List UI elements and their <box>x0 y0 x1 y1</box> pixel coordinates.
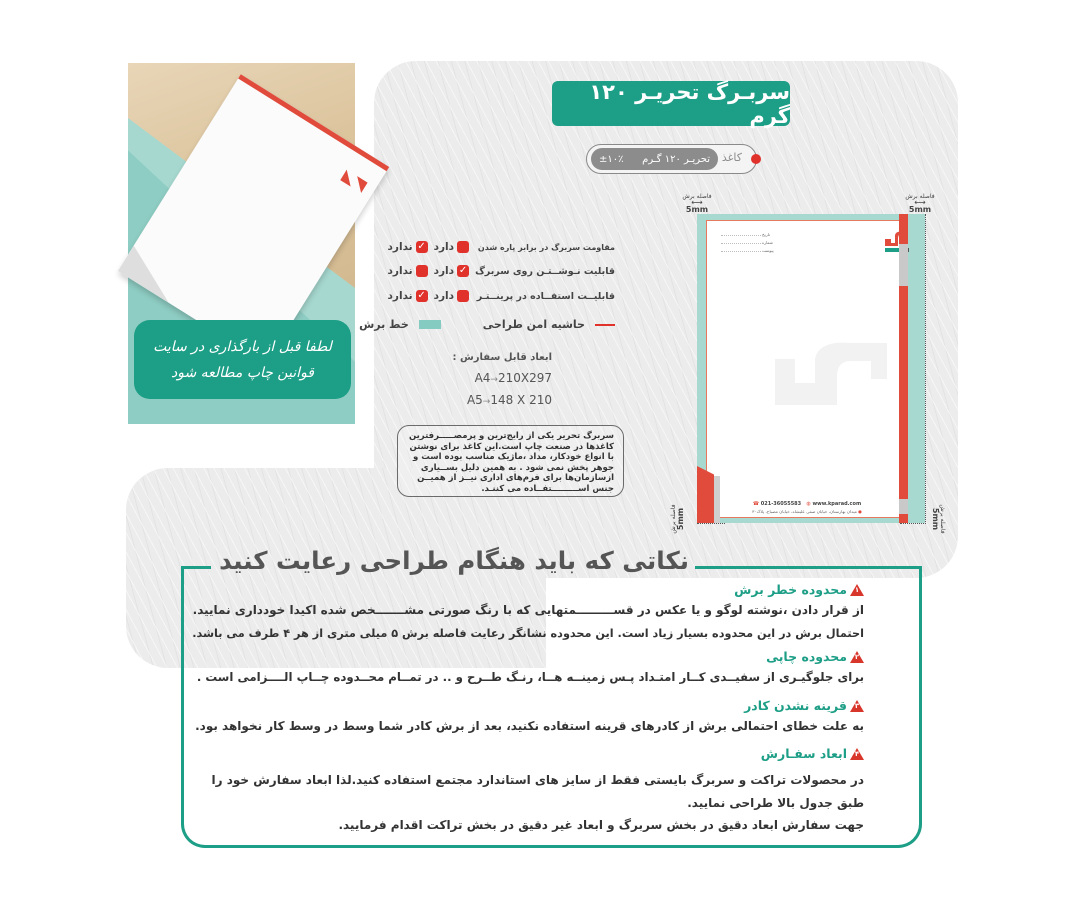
size-name: A5 <box>466 393 483 407</box>
cut-distance-label-bottom-right <box>932 494 946 544</box>
red-dot-icon <box>751 154 761 164</box>
dimension-row <box>440 371 552 385</box>
frame-top-right-segment <box>695 566 922 569</box>
paper-type-pill <box>586 144 757 174</box>
order-dimensions <box>440 352 552 415</box>
location-icon: ● <box>858 509 862 514</box>
safe-area <box>706 220 906 518</box>
cut-label-text: فاصله برش <box>670 504 677 534</box>
paper-label: کاغذ <box>721 151 742 164</box>
website: www.kparad.com <box>812 501 862 507</box>
warning-icon <box>850 700 864 712</box>
checkmark-icon: ✓ <box>417 290 426 301</box>
field-line <box>721 235 761 236</box>
warning-icon <box>850 651 864 663</box>
feature-row <box>388 288 615 304</box>
feature-row <box>388 263 615 279</box>
cut-distance-label-top-right <box>895 193 945 213</box>
tip-number: ۳ <box>854 701 860 710</box>
cut-guide <box>925 214 926 524</box>
description-box: سربرگ تحریر یکی از رایج‌ترین و پرمصـــــرفترین کاغذها در صنعت چاپ است.این کاغذ برای نوشتن با انواع خودکار، مداد ،ماژیک مناسب بوده است و جوهر پخش نمی شود . به همین دلیل بســیاری ازسازمان‌ها برای فرم‌های اداری نیــز از همیــن جنس اســـــــــتفــاده می کننـد. <box>397 425 624 497</box>
option-no <box>388 265 428 277</box>
field-number: شماره <box>762 240 773 245</box>
phone-icon: ☎ <box>752 501 760 507</box>
cut-value-text: 5mm <box>676 507 685 531</box>
cut-label-text: فاصله برش <box>939 504 946 534</box>
checkbox-icon <box>416 265 428 277</box>
product-title: سربـرگ تحریـر ۱۲۰ گرم <box>552 81 790 126</box>
option-no-label: ندارد <box>387 241 413 253</box>
option-no-label: ندارد <box>387 290 413 302</box>
tip-heading-text: محدوده چاپی <box>766 649 847 664</box>
tip-text: برای جلوگیـری از سفیــدی کــار امتـداد پـس زمینــه هــا، رنـگ طــرح و .. در تمــام محــدوده چــاپ الــــزامی است . <box>196 670 864 684</box>
size-value: 148 X 210 <box>490 393 552 407</box>
double-arrow-icon: ⟷ <box>691 198 703 207</box>
cut-label-text: فاصله برش <box>905 193 935 200</box>
brand-logo-icon: ◣◥ <box>339 165 371 195</box>
cut-line-swatch <box>419 320 441 329</box>
tip-text: احتمال برش در این محدوده بسیار زیاد است. این محدوده نشانگر رعایت فاصله برش ۵ میلی متری از هر ۴ طرف می باشد. <box>192 627 864 640</box>
tip-number: ۲ <box>854 652 860 661</box>
tip-heading-text: قرینه نشدن کادر <box>744 698 847 713</box>
arrow-icon: → <box>490 375 498 385</box>
cut-value-text: 5mm <box>931 507 940 531</box>
tip-number: ۱ <box>854 585 860 594</box>
feature-label: قابلیت نـوشــتـن روی سربرگ <box>475 265 615 277</box>
tip-heading <box>734 582 864 597</box>
feature-label: قابلیــت استفــاده در پرینــتـر <box>476 290 615 302</box>
dimensions-title: ابعاد قابل سفارش : <box>452 352 552 363</box>
size-value: 210X297 <box>497 371 552 385</box>
option-no <box>388 241 428 253</box>
cut-value-text: 5mm <box>685 205 709 214</box>
option-yes-label: دارد <box>433 241 454 253</box>
cut-value-text: 5mm <box>908 205 932 214</box>
tip-text: از قرار دادن ،نوشته لوگو و یا عکس در قســـــــــمتهایی که با رنگ صورتی مشـــــــخص شده اکیدا خودداری نمایید. <box>192 603 864 617</box>
warning-icon <box>850 748 864 760</box>
gray-side-block <box>899 244 908 286</box>
option-yes <box>434 241 469 253</box>
feature-row <box>388 239 615 255</box>
tip-heading <box>766 649 864 664</box>
cut-guide <box>697 523 725 524</box>
legend <box>359 318 615 331</box>
warning-icon <box>850 584 864 596</box>
checkbox-icon <box>457 290 469 302</box>
option-yes <box>434 265 469 277</box>
web-icon: ◍ <box>806 501 811 507</box>
double-arrow-icon: ⟷ <box>914 198 926 207</box>
field-attachment: پیوست <box>762 248 774 253</box>
tip-heading <box>761 746 864 761</box>
paper-value: تحریـر ۱۲۰ گـرم <box>642 153 710 165</box>
frame-top-left-segment <box>181 566 211 569</box>
tip-heading <box>744 698 864 713</box>
notice-line-2: قوانین چاپ مطالعه شود <box>170 364 314 381</box>
field-line <box>721 251 761 252</box>
cut-line-label: خط برش <box>359 318 409 331</box>
upload-notice <box>134 320 351 399</box>
address-line <box>727 509 887 514</box>
checkmark-icon: ✓ <box>458 265 468 276</box>
logo-watermark-icon <box>775 343 887 405</box>
gray-corner-block <box>714 476 720 523</box>
option-no <box>388 290 428 302</box>
option-yes <box>434 290 469 302</box>
address: میدان بهارستان، خیابان صفی علیشاه، خیابان مصباح، پلاک۳۰ <box>752 509 857 514</box>
tips-title: نکاتی که باید هنگام طراحی رعایت کنید <box>219 546 689 575</box>
red-corner-block <box>697 466 714 523</box>
checkmark-icon: ✓ <box>417 241 426 252</box>
tip-number: ۴ <box>854 749 860 758</box>
letterhead-template <box>697 214 925 523</box>
notice-line-1: لطفا قبل از بارگذاری در سایت <box>153 338 332 355</box>
option-yes-label: دارد <box>433 265 454 277</box>
option-yes-label: دارد <box>433 290 454 302</box>
option-no-label: ندارد <box>387 265 413 277</box>
cut-distance-label-bottom-left <box>670 494 684 544</box>
field-line <box>721 243 761 244</box>
contact-line <box>727 501 887 507</box>
feature-label: مقاومت سربرگ در برابر پاره شدن <box>477 242 615 252</box>
dimension-row <box>440 393 552 407</box>
tip-heading-text: محدوده خطر برش <box>734 582 847 597</box>
paper-spec <box>591 148 718 170</box>
arrow-icon: → <box>482 397 491 407</box>
cut-distance-label-top-left <box>672 193 722 213</box>
cut-guide <box>900 523 926 524</box>
field-date: تاریخ <box>762 232 770 237</box>
safe-margin-label: حاشیه امن طراحی <box>482 318 585 331</box>
tip-text: در محصولات تراکت و سربرگ بایستی فقط از سایز های استاندارد مجتمع استفاده کنید.لذا ابعاد سفارش خود را <box>211 773 864 787</box>
cut-label-text: فاصله برش <box>682 193 712 200</box>
size-name: A4 <box>474 371 491 385</box>
tip-text: جهت سفارش ابعاد دقیق در بخش سربرگ و ابعاد غیر دقیق در بخش تراکت اقدام فرمایید. <box>338 818 864 832</box>
safe-margin-swatch <box>595 324 615 326</box>
checkbox-icon <box>457 241 469 253</box>
tip-heading-text: ابعاد سفـارش <box>760 746 847 761</box>
tip-text: به علت خطای احتمالی برش از کادرهای قرینه استفاده نکنید، بعد از برش کادر شما وسط در وسط کار نخواهد بود. <box>195 719 864 733</box>
phone-number: 021-36055583 <box>760 501 802 507</box>
tip-text: طبق جدول بالا طراحی نمایید. <box>687 796 864 810</box>
gray-side-block <box>899 499 908 514</box>
paper-tolerance: ±۱۰٪ <box>599 153 624 165</box>
